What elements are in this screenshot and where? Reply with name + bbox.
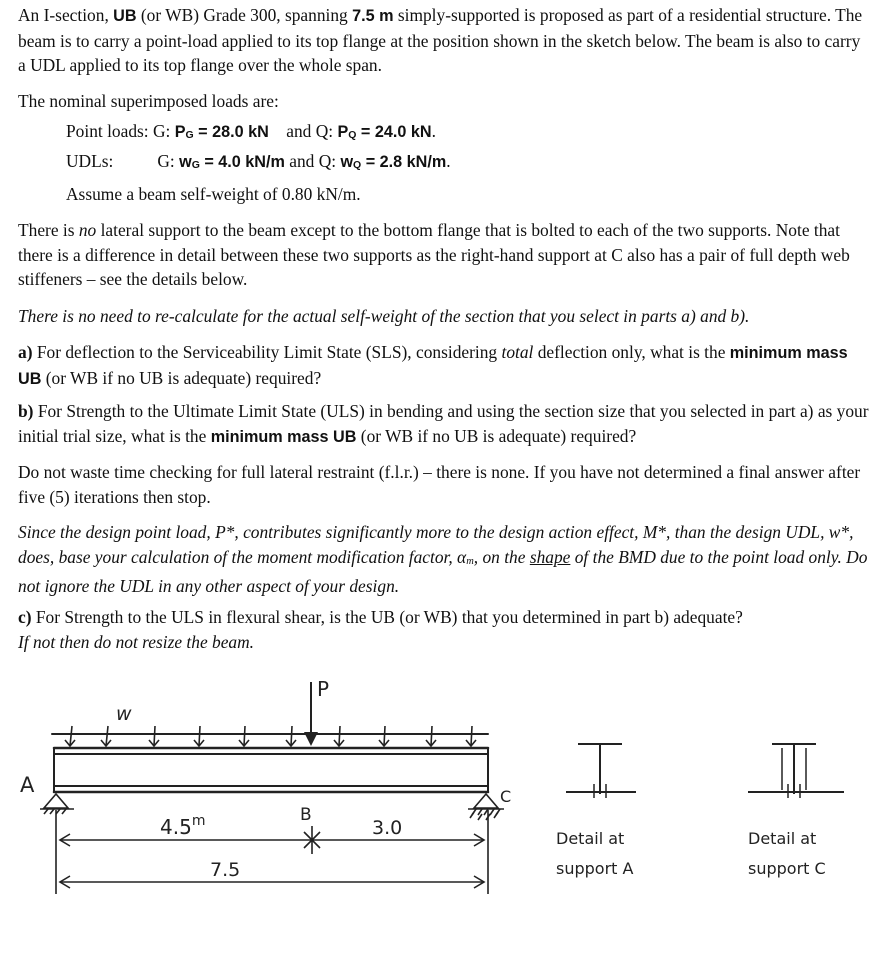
label-p: P bbox=[317, 677, 330, 701]
detail-c-line2: support C bbox=[748, 859, 826, 878]
part-a-question: a) For deflection to the Serviceability Limit State (SLS), considering total deflection only, what is the minimum mass UB (or WB if no UB is adequate) required? bbox=[18, 342, 848, 388]
udl-label: UDLs: bbox=[66, 151, 114, 171]
detail-a-section bbox=[566, 744, 636, 798]
lateral-support-paragraph: There is no lateral support to the beam except to the bottom flange that is bolted to each of the two supports. Note that there is a difference in detail between these two supports as the right-hand support at C also has a pair of full depth web stiffeners – see the details below. bbox=[18, 220, 850, 289]
intro-text-1: An I-section, bbox=[18, 5, 114, 25]
wg-value: wG = 4.0 kN/m bbox=[179, 153, 285, 171]
intro-ub: UB bbox=[113, 7, 137, 25]
point-loads-label: Point loads: G: bbox=[66, 121, 175, 141]
intro-paragraph bbox=[18, 3, 870, 78]
dim-bc: 3.0 bbox=[372, 817, 403, 839]
detail-c-section bbox=[748, 744, 844, 798]
support-c bbox=[468, 794, 504, 820]
intro-span: 7.5 m bbox=[352, 7, 394, 25]
part-c-question: c) For Strength to the ULS in flexural shear, is the UB (or WB) that you determined in part b) adequate? If not then do not resize the beam. bbox=[18, 607, 743, 652]
part-b-bold: minimum mass UB bbox=[210, 427, 357, 446]
label-b: B bbox=[300, 805, 312, 825]
part-a-bold: minimum mass UB bbox=[18, 344, 848, 388]
dim-total: 7.5 bbox=[210, 859, 241, 881]
detail-a-line1: Detail at bbox=[556, 829, 625, 848]
point-load-arrow bbox=[304, 682, 318, 746]
iterations-note: Do not waste time checking for full lateral restraint (f.l.r.) – there is none. If you have not determined a final answer after five (5) iterations then stop. bbox=[18, 462, 861, 507]
loads-heading: The nominal superimposed loads are: bbox=[18, 91, 279, 111]
intro-text-3: (or WB) Grade 300, spanning bbox=[136, 5, 353, 25]
moment-modification-note: Since the design point load, P*, contributes significantly more to the design action effect, M*, than the design UDL, w*, does, base your calculation of the moment modification factor, αm, on the shape of the BMD due to the point load only. Do not ignore the UDL in any other aspect of your design. bbox=[18, 522, 868, 596]
part-b-label: b) bbox=[18, 401, 34, 421]
part-c-label: c) bbox=[18, 607, 32, 627]
part-b-question: b) For Strength to the Ultimate Limit State (ULS) in bending and using the section size that you selected in part a) as your initial trial size, what is the minimum mass UB (or WB if no UB is adequate) required? bbox=[18, 401, 869, 446]
support-a bbox=[40, 794, 74, 814]
part-c-instruction: If not then do not resize the beam. bbox=[18, 631, 255, 652]
pg-value: PG = 28.0 kN bbox=[174, 123, 269, 141]
beam-sketch bbox=[0, 668, 886, 898]
label-w: w bbox=[116, 703, 132, 725]
point-loads-line: Point loads: G: PG = 28.0 kN and Q: PQ = 24.0 kN. bbox=[66, 121, 436, 141]
label-a: A bbox=[20, 773, 35, 797]
udl-arrows bbox=[65, 726, 476, 746]
pq-value: PQ = 24.0 kN bbox=[337, 123, 432, 141]
udl-loads-line: UDLs: G: wG = 4.0 kN/m and Q: wQ = 2.8 kN/m. bbox=[66, 151, 451, 171]
label-c: C bbox=[500, 787, 512, 806]
detail-a-line2: support A bbox=[556, 859, 634, 878]
part-a-label: a) bbox=[18, 342, 33, 362]
intro-text-5: simply-supported is proposed as part of a residential structure. The beam is to carry a point-load applied to its top flange at the position shown in the sketch below. The beam is also to carry a UDL applied to its top flange over the whole span. bbox=[18, 5, 863, 75]
dimension-lines bbox=[56, 810, 488, 894]
selfweight-line: Assume a beam self-weight of 0.80 kN/m. bbox=[66, 184, 361, 204]
selfweight-note: There is no need to re-calculate for the actual self-weight of the section that you select in parts a) and b). bbox=[18, 306, 750, 326]
detail-c-line1: Detail at bbox=[748, 829, 817, 848]
point-loads-and: and Q: bbox=[286, 121, 338, 141]
dim-ab: 4.5$^m$ bbox=[160, 813, 206, 839]
wq-value: wQ = 2.8 kN/m bbox=[340, 153, 447, 171]
